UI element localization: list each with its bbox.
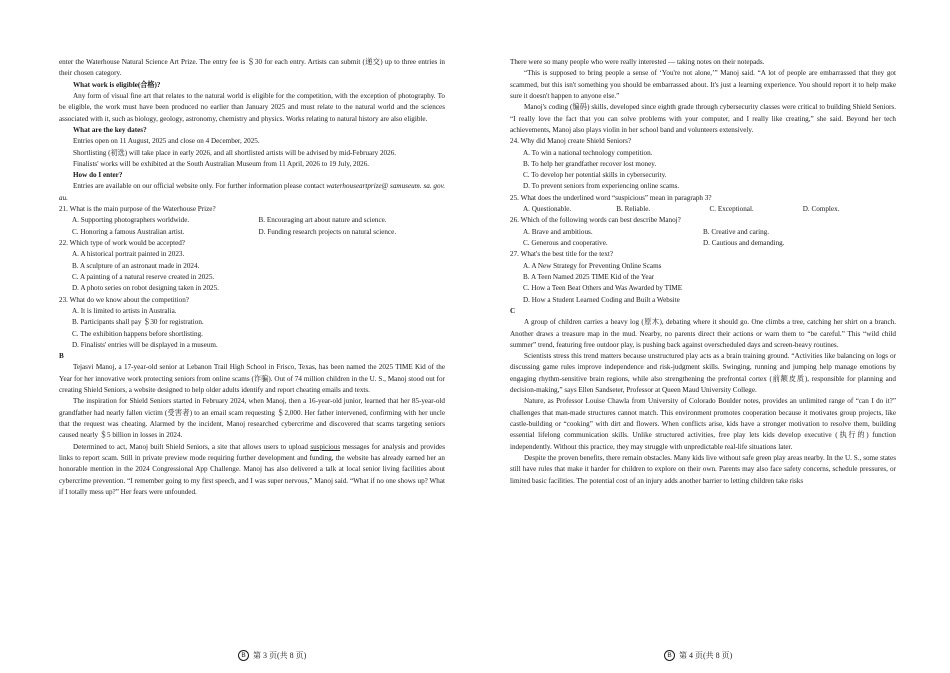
q22-option-b: B. A sculpture of an astronaut made in 2024. — [72, 261, 200, 270]
right-column — [510, 57, 896, 487]
footer-right — [664, 650, 732, 661]
q26-option-b: B. Creative and caring. — [703, 227, 770, 236]
question-27: 27. What's the best title for the text? — [510, 250, 614, 259]
passage-c-paragraph-1: A group of children carries a heavy log (原木), debating where it should go. One climbs a tree, catching her shirt on a branch. Another draws a treasure map in the mud. Nearby, no parents direct their actions or warn them to “be careful.” This “wild child summer” trend, featuring free outdoor play, is pushing back against overscheduled days and screen-heavy routines. — [510, 318, 896, 349]
dates-line-3: Finalists' works will be exhibited at the South Australian Museum from 11 April, 2026 to 19 July, 2026. — [73, 159, 370, 168]
q21-option-b: B. Encouraging art about nature and science. — [258, 216, 387, 225]
q22-option-d: D. A photo series on robot designing taken in 2025. — [72, 284, 219, 293]
q22-option-c: C. A painting of a natural reserve created in 2025. — [72, 272, 215, 281]
q25-option-a: A. Questionable. — [523, 205, 572, 214]
q25-option-d: D. Complex. — [802, 205, 840, 214]
question-24: 24. Why did Manoj create Shield Seniors? — [510, 137, 632, 146]
passage-b-paragraph-4: “This is supposed to bring people a sense of ‘You're not alone,’” Manoj said. “A lot of people are embarrassed that they got scammed, but this isn't something you should be embarrassed about. It's just a learning experience. You should report it to help make sure it doesn't happen to anyone else.” — [510, 69, 896, 100]
q22-option-a: A. A historical portrait painted in 2023. — [72, 250, 185, 259]
question-26: 26. Which of the following words can best describe Manoj? — [510, 216, 681, 225]
enter-text: Entries are available on our official website only. For further information please contact — [73, 182, 325, 191]
passage-b-paragraph-2: The inspiration for Shield Seniors started in February 2024, when Manoj, then a 16-year-old junior, learned that her 85-year-old grandfather had nearly fallen victim (受害者) to an email scam requesting ＄2,000. Her father intervened, confirming with her uncle that the request was cheating. Alarmed by the incident, Manoj researched cybercrime and discovered that scams targeting seniors caused nearly ＄5 billion in losses in 2024. — [59, 397, 445, 440]
passage-c-paragraph-4: Despite the proven benefits, there remain obstacles. Many kids live without safe green play areas nearby. In the U. S., some states still have rules that make it harder for children to explore on their own. Parents may also face safety concerns, schedule pressures, or limited basic facilities. The potential cost of an injury adds another barrier to letting children take risks — [510, 453, 896, 485]
section-b-title: B — [59, 352, 64, 361]
q23-option-c: C. The exhibition happens before shortlisting. — [72, 329, 203, 338]
enter-paragraph — [59, 181, 445, 204]
paper-version-badge: B — [238, 650, 249, 661]
heading-dates: What are the key dates? — [73, 125, 147, 134]
q27-option-b: B. A Teen Named 2025 TIME Kid of the Year — [523, 272, 655, 281]
page-number-right: 第 4 页(共 8 页) — [679, 651, 733, 660]
q23-option-d: D. Finalists' entries will be displayed in a museum. — [72, 340, 218, 349]
passage-c-paragraph-2: Scientists stress this trend matters because unstructured play acts as a brain training ground. “Activities like balancing on logs or discussing game rules improve independence and risk-judgment skills. Swinging, running and jumping help manage emotions by engaging rhythm-sensitive brain regions, while also strengthening the prefrontal cortex (前额皮质), responsible for planning and decision-making,” says Ellen Sandseter, Professor at Queen Maud University College. — [510, 352, 896, 395]
q21-options-row-2 — [59, 227, 445, 238]
passage-c-paragraph-3: Nature, as Professor Louise Chawla from University of Colorado Boulder notes, provides an unlimited range of “can I do it?” challenges that man-made structures cannot match. This environment promotes cooperation because it motivates group projects, like castle-building or “cooking” with dirt and flowers. When conflicts arise, kids have a stronger motivation to resolve them, building essential lifelong communication skills. Unlike structured activities, free play lets kids develop executive (执行的) function independently. Without this practice, they may struggle with unpredictable real-life situations later. — [510, 397, 896, 451]
enter-email: waterhouseartprize@ samuseum. sa. gov. au. — [59, 182, 445, 202]
q27-option-a: A. A New Strategy for Preventing Online Scams — [523, 261, 662, 270]
q24-option-a: A. To win a national technology competition. — [523, 148, 653, 157]
passage-b-paragraph-3-cont: There were so many people who were really interested — taking notes on their notepads. — [510, 58, 765, 66]
q25-option-c: C. Exceptional. — [709, 205, 754, 214]
passage-b-paragraph-5: Manoj's coding (编码) skills, developed since eighth grade through cybersecurity classes were critical to building Shield Seniors. “I really love the fact that you can solve problems with your computer, and I really like creating,” she said. Beyond her tech achievements, Manoj also plays violin in her school band and volunteers extensively. — [510, 103, 896, 134]
q26-options-row-1 — [510, 227, 896, 238]
q26-option-d: D. Cautious and demanding. — [703, 239, 785, 247]
q24-option-d: D. To prevent seniors from experiencing online scams. — [523, 182, 680, 191]
left-column — [59, 57, 445, 498]
q21-options-row-1 — [59, 215, 445, 226]
paper-version-badge: B — [664, 650, 675, 661]
page-number-left: 第 3 页(共 8 页) — [253, 651, 307, 660]
dates-line-2: Shortlisting (初选) will take place in early 2026, and all shortlisted artists will be advised by mid-February 2026. — [73, 148, 397, 157]
b-p3-after: messages for analysis and provides links to report scam. Still in private preview mode requiring further development and funding, the website has already earned her an honorable mention in the 2024 Congressional App Challenge. Manoj has also delivered a talk at local senior living facilities about cybercrime prevention. “I remember going to my first speech, and I was super nervous,” Manoj said. “What if no one shows up? What if I totally mess up?” Her fears were unfounded. — [59, 442, 445, 496]
q21-option-c: C. Honoring a famous Australian artist. — [72, 227, 185, 236]
q27-option-c: C. How a Teen Beat Others and Was Awarded by TIME — [523, 284, 683, 293]
question-25: 25. What does the underlined word “suspicious” mean in paragraph 3? — [510, 193, 712, 202]
b-p3-before: Determined to act, Manoj built Shield Seniors, a site that allows users to upload — [73, 442, 311, 451]
q21-option-d: D. Funding research projects on natural science. — [258, 227, 397, 236]
q21-option-a: A. Supporting photographers worldwide. — [72, 216, 190, 225]
q24-option-b: B. To help her grandfather recover lost money. — [523, 159, 657, 168]
heading-eligible: What work is eligible(合格)? — [73, 80, 161, 89]
q25-option-b: B. Reliable. — [616, 205, 651, 214]
q26-option-c: C. Generous and cooperative. — [523, 239, 608, 247]
question-22: 22. Which type of work would be accepted? — [59, 239, 185, 247]
heading-enter: How do I enter? — [73, 171, 123, 180]
intro-paragraph: enter the Waterhouse Natural Science Art Prize. The entry fee is ＄30 for each entry. Artists can submit (递交) up to three entries in their chosen category. — [59, 58, 445, 78]
q24-option-c: C. To develop her potential skills in cybersecurity. — [523, 171, 667, 180]
section-c-title: C — [510, 306, 516, 315]
q26-options-row-2 — [510, 238, 896, 249]
question-23: 23. What do we know about the competition? — [59, 295, 189, 304]
passage-b-paragraph-3 — [59, 442, 445, 499]
q27-option-d: D. How a Student Learned Coding and Built a Website — [523, 295, 680, 304]
q26-option-a: A. Brave and ambitious. — [523, 227, 593, 236]
q23-option-a: A. It is limited to artists in Australia. — [72, 306, 177, 315]
passage-b-paragraph-1: Tejasvi Manoj, a 17-year-old senior at Lebanon Trail High School in Frisco, Texas, has been named the 2025 TIME Kid of the Year for her innovative work protecting seniors from online scams (诈骗). Out of 74 million children in the U. S., Manoj stood out for creating Shield Seniors, a website designed to help older adults identify and report cheating emails and texts. — [59, 363, 445, 395]
underlined-word-suspicious: suspicious — [310, 442, 341, 451]
question-21: 21. What is the main purpose of the Waterhouse Prize? — [59, 205, 216, 214]
dates-line-1: Entries open on 11 August, 2025 and close on 4 December, 2025. — [73, 137, 260, 146]
footer-left — [238, 650, 306, 661]
q25-options-row — [510, 204, 896, 215]
eligible-paragraph: Any form of visual fine art that relates to the natural world is eligible for the competition, with the exception of photography. To be eligible, the work must have been produced no earlier than January 2025 and must relate to the natural world and the sciences associated with it, such as biology, geology, astronomy, chemistry and physics. Works relating to natural history are also eligible. — [59, 91, 445, 123]
q23-option-b: B. Participants shall pay ＄30 for registration. — [72, 318, 204, 327]
